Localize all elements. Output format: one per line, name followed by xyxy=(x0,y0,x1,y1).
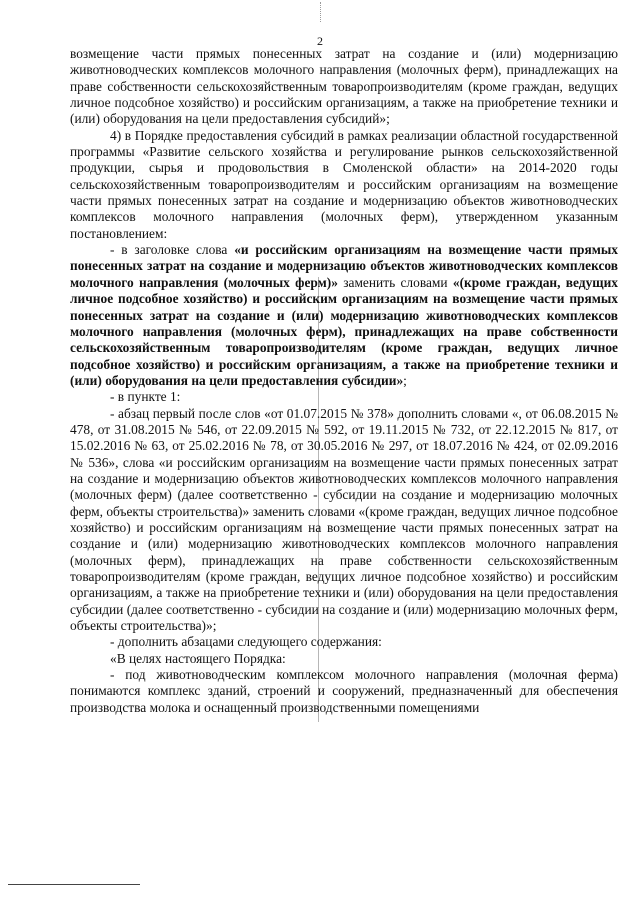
bold-text-run: «(кроме граждан, ведущих личное подсобное хозяйство) и российским организациям на возмещение части прямых понесенных затрат на создание и (или) модернизацию животноводческих комплексов молочного направления (молочных ферм), принадлежащих на праве собственности сельскохозяйственным товаропроизводителям (кроме граждан, ведущих личное подсобное хозяйство) и российским организациям, а также на приобретение техники и (или) оборудования на цели предоставления субсидии» xyxy=(70,274,618,388)
text-run: - в заголовке слова xyxy=(110,242,235,258)
text-run: - под животноводческим комплексом молочного направления (молочная ферма) понимаются комплекс зданий, строений и сооружений, предназначенный для обеспечения производства молока и оснащенный производственными помещениями xyxy=(70,667,618,715)
text-run: «В целях настоящего Порядка: xyxy=(110,650,286,666)
page-number: 2 xyxy=(317,34,323,48)
paragraph xyxy=(70,242,618,389)
text-run: - дополнить абзацами следующего содержания: xyxy=(110,634,382,650)
scan-fold-mark xyxy=(320,2,322,22)
text-run: - в пункте 1: xyxy=(110,389,181,405)
paragraph xyxy=(70,667,618,716)
document-body xyxy=(70,46,618,716)
text-run: возмещение части прямых понесенных затрат на создание и (или) модернизацию животноводческих комплексов молочного направления (молочных ферм), принадлежащих на праве собственности сельскохозяйственным товаропроизводителям (кроме граждан, ведущих личное подсобное хозяйство) и российским организациям, а также на приобретение техники и (или) оборудования на цели предоставления субсидий»; xyxy=(70,46,618,127)
paragraph xyxy=(70,406,618,635)
paragraph xyxy=(70,634,618,650)
paragraph xyxy=(70,46,618,128)
paragraph xyxy=(70,128,618,242)
paragraph xyxy=(70,651,618,667)
text-run: 4) в Порядке предоставления субсидий в рамках реализации областной государственной программы «Развитие сельского хозяйства и регулирование рынков сельскохозяйственной продукции, сырья и продовольствия в Смоленской области» на 2014-2020 годы сельскохозяйственным товаропроизводителям и российским организациям на возмещение части прямых понесенных затрат на создание и модернизацию объектов животноводческих комплексов молочного направления (молочных ферм), утвержденном указанным постановлением: xyxy=(70,127,618,241)
footnote-rule xyxy=(8,884,140,885)
text-run: ; xyxy=(403,372,407,388)
paragraph xyxy=(70,389,618,405)
text-run: заменить словами xyxy=(337,274,453,290)
text-run: - абзац первый после слов «от 01.07.2015 № 378» дополнить словами «, от 06.08.2015 № 478, от 31.08.2015 № 546, от 22.09.2015 № 592, от 19.11.2015 № 732, от 22.12.2015 № 817, от 15.02.2016 № 63, от 25.02.2016 № 78, от 30.05.2016 № 297, от 18.07.2016 № 424, от 02.09.2016 № 536», слова «и российским организациям на возмещение части прямых понесенных затрат на создание и модернизацию объектов животноводческих комплексов молочного направления (молочных ферм) (далее соответственно - субсидии на создание и модернизацию молочных ферм, объекты строительства)» заменить словами «(кроме граждан, ведущих личное подсобное хозяйство) и российским организациям на возмещение части прямых понесенных затрат на создание и (или) модернизацию животноводческих комплексов молочного направления (молочных ферм), принадлежащих на праве собственности сельскохозяйственным товаропроизводителям (кроме граждан, ведущих личное подсобное хозяйство) и российским организациям, а также на приобретение техники и (или) оборудования на цели предоставления субсидии (далее соответственно - субсидии на создание и (или) модернизацию молочных ферм, объекты строительства)»; xyxy=(70,405,618,634)
bold-text-run: «и российским организациям на возмещение части прямых понесенных затрат на создание и модернизацию объектов животноводческих комплексов молочного направления (молочных ферм)» xyxy=(70,242,618,290)
